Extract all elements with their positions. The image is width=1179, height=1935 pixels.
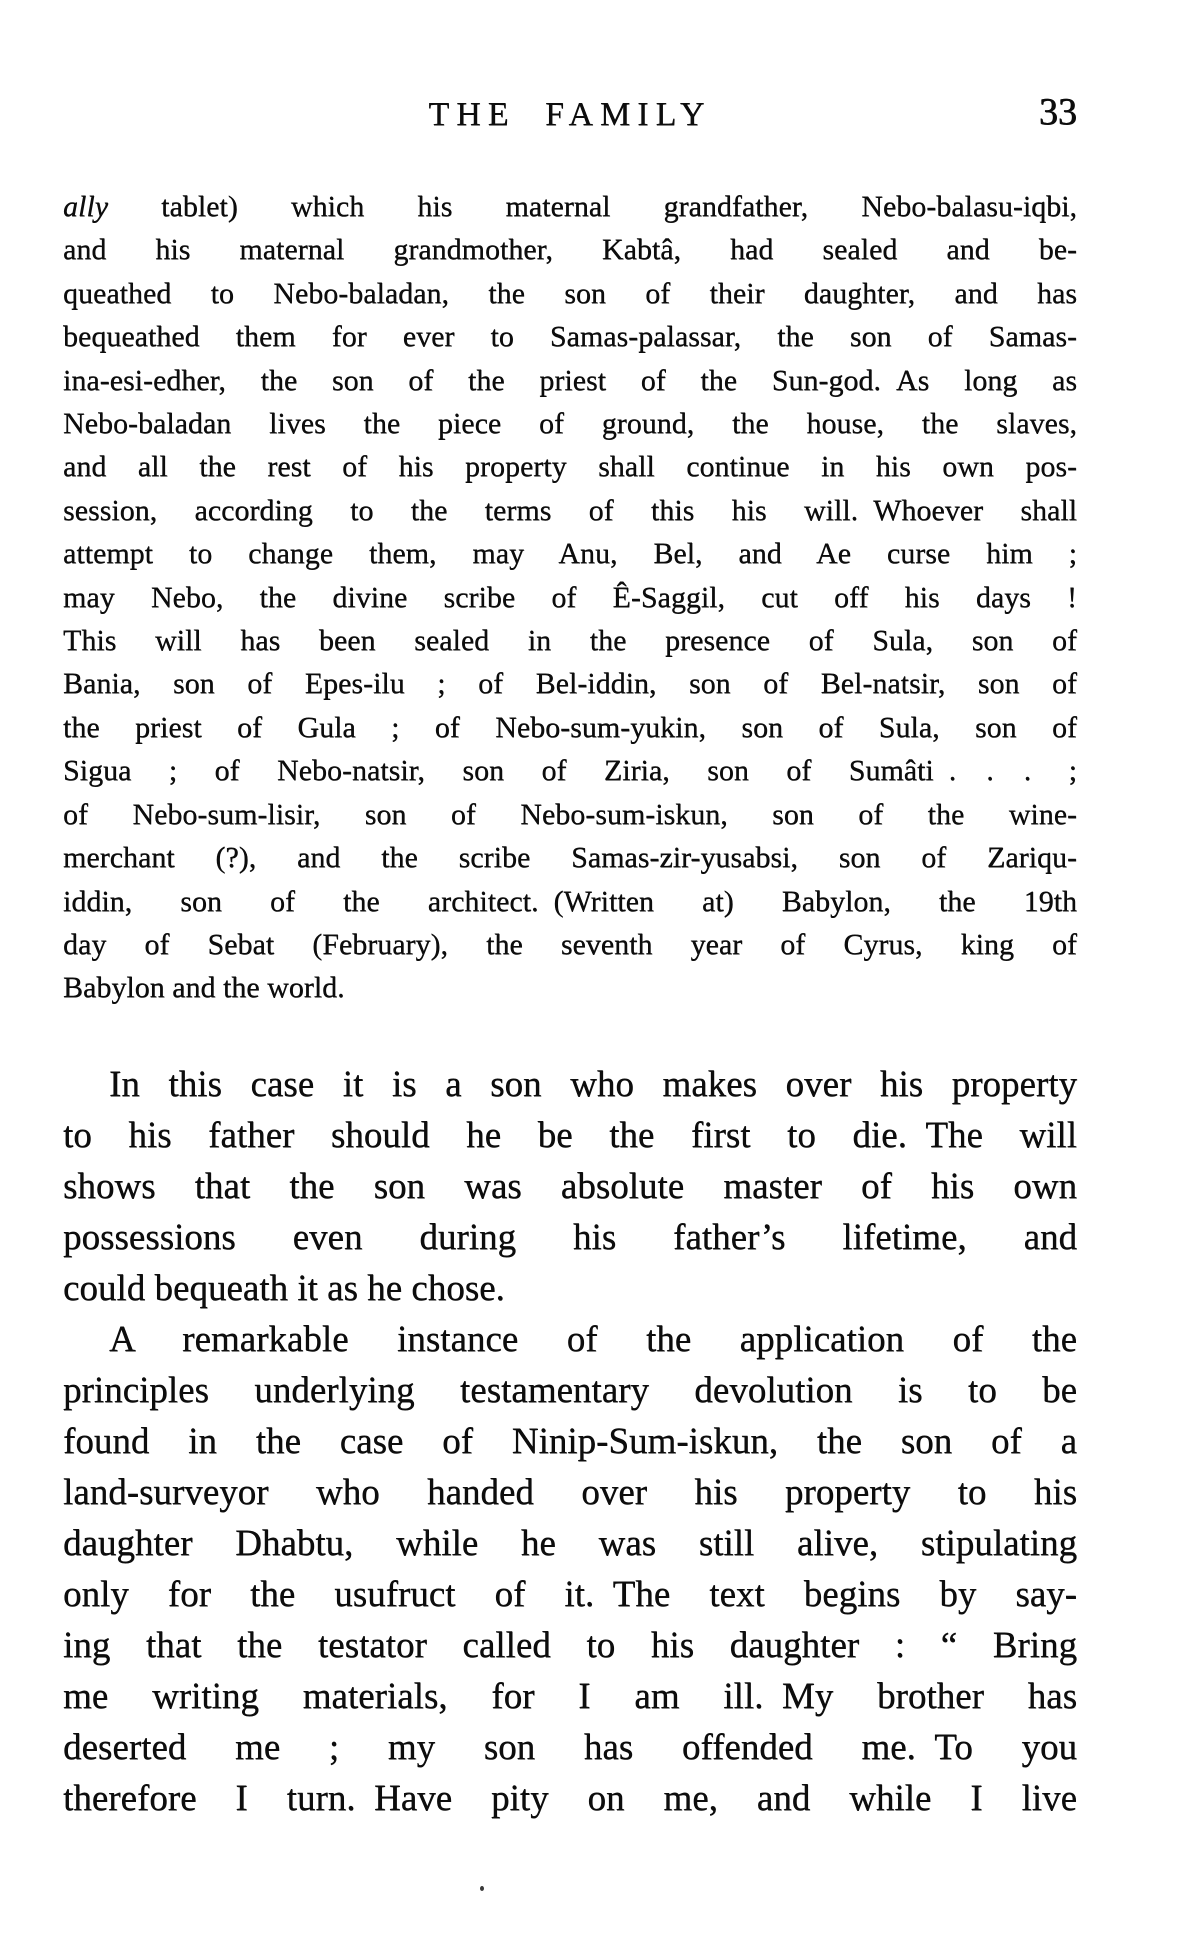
- text-line: land-surveyor who handed over his property to his: [63, 1472, 1077, 1513]
- text-line: ing that the testator called to his daughter : “ Bring: [63, 1625, 1077, 1666]
- text-line: session, according to the terms of this his will. Whoever shall: [63, 493, 1077, 527]
- text-line: principles underlying testamentary devolution is to be: [63, 1370, 1077, 1411]
- text-line-rest: tablet) which his maternal grandfather, Nebo-balasu-iqbi,: [108, 190, 1077, 223]
- text-line: found in the case of Ninip-Sum-iskun, the son of a: [63, 1421, 1077, 1462]
- text-line: day of Sebat (February), the seventh year of Cyrus, king of: [63, 927, 1077, 961]
- text-line: the priest of Gula ; of Nebo-sum-yukin, son of Sula, son of: [63, 710, 1077, 744]
- text-line: daughter Dhabtu, while he was still alive, stipulating: [63, 1523, 1077, 1564]
- text-line: deserted me ; my son has offended me. To you: [63, 1727, 1077, 1768]
- text-line: A remarkable instance of the application of the: [109, 1319, 1077, 1360]
- page-title: THE FAMILY: [428, 96, 712, 133]
- text-line: Sigua ; of Nebo-natsir, son of Ziria, son of Sumâti . . . ;: [63, 754, 1077, 788]
- text-line: therefore I turn. Have pity on me, and while I live: [63, 1778, 1077, 1819]
- page-number: 33: [1039, 91, 1077, 133]
- text-line: Bania, son of Epes-ilu ; of Bel-iddin, son of Bel-natsir, son of: [63, 667, 1077, 701]
- text-line: shows that the son was absolute master of his own: [63, 1166, 1077, 1207]
- italic-lead-word: ally: [63, 190, 108, 223]
- text-line: queathed to Nebo-baladan, the son of their daughter, and has: [63, 276, 1077, 310]
- text-line: may Nebo, the divine scribe of Ê-Saggil, cut off his days !: [63, 580, 1077, 614]
- text-line: and his maternal grandmother, Kabtâ, had sealed and be-: [63, 233, 1077, 267]
- text-line: iddin, son of the architect. (Written at) Babylon, the 19th: [63, 884, 1077, 918]
- text-line: me writing materials, for I am ill. My brother has: [63, 1676, 1077, 1717]
- text-line: Nebo-baladan lives the piece of ground, the house, the slaves,: [63, 407, 1077, 441]
- text-line: This will has been sealed in the presence of Sula, son of: [63, 624, 1077, 658]
- text-line: attempt to change them, may Anu, Bel, and Ae curse him ;: [63, 537, 1077, 571]
- text-line: and all the rest of his property shall continue in his own pos-: [63, 450, 1077, 484]
- body-text-block: [63, 1059, 1077, 1824]
- text-line: ina-esi-edher, the son of the priest of the Sun-god. As long as: [63, 363, 1077, 397]
- text-line: Babylon and the world.: [63, 971, 345, 1005]
- text-line: possessions even during his father’s lifetime, and: [63, 1217, 1077, 1258]
- text-line: to his father should he be the first to die. The will: [63, 1115, 1077, 1156]
- text-line: merchant (?), and the scribe Samas-zir-yusabsi, son of Zariqu-: [63, 841, 1077, 875]
- text-line: [63, 185, 1077, 228]
- text-line: In this case it is a son who makes over his property: [109, 1064, 1077, 1105]
- text-line: could bequeath it as he chose.: [63, 1268, 505, 1309]
- text-line: only for the usufruct of it. The text begins by say-: [63, 1574, 1077, 1615]
- text-line: of Nebo-sum-lisir, son of Nebo-sum-iskun, son of the wine-: [63, 797, 1077, 831]
- running-head: [63, 93, 1077, 137]
- text-line: bequeathed them for ever to Samas-palassar, the son of Samas-: [63, 320, 1077, 354]
- will-extract-block: [63, 185, 1077, 1010]
- ink-speck: [480, 1886, 484, 1891]
